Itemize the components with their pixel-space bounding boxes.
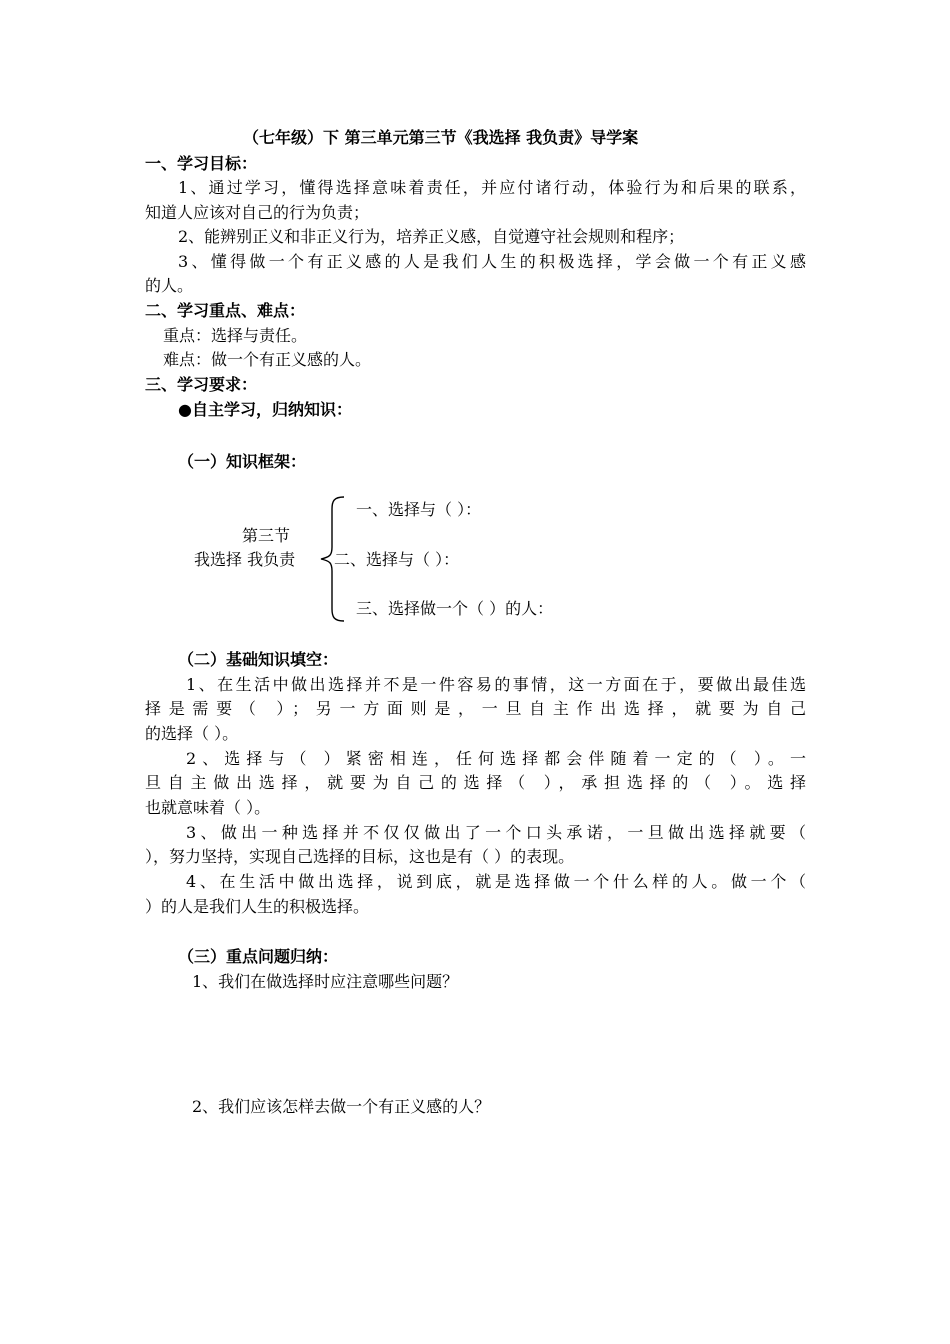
- objective-line-4: 3、懂得做一个有正义感的人是我们人生的积极选择，学会做一个有正义感: [178, 252, 806, 271]
- difficult-point-text: 难点：做一个有正义感的人。: [163, 350, 372, 369]
- objective-line-1: 1、通过学习，懂得选择意味着责任，并应付诸行动，体验行为和后果的联系，: [178, 178, 806, 197]
- document-title: （七年级）下 第三单元第三节《我选择 我负责》导学案: [243, 128, 639, 147]
- objective-line-5: 的人。: [145, 276, 194, 295]
- fill-line-9: 4、在生活中做出选择，说到底，就是选择做一个什么样的人。做一个（: [186, 872, 806, 891]
- fill-line-7: 3、做出一种选择并不仅仅做出了一个口头承诺，一旦做出选择就要（: [186, 823, 806, 842]
- fill-line-10: ）的人是我们人生的积极选择。: [145, 897, 370, 916]
- framework-topic-label: 我选择 我负责: [194, 550, 296, 569]
- section-requirements-heading: 三、学习要求：: [145, 375, 258, 394]
- objective-line-3: 2、能辨别正义和非正义行为，培养正义感，自觉遵守社会规则和程序；: [178, 227, 685, 246]
- question-2: 2、我们应该怎样去做一个有正义感的人？: [192, 1097, 491, 1116]
- framework-item-3: 三、选择做一个（ ）的人：: [356, 599, 554, 618]
- framework-item-2: 二、选择与（ ）：: [334, 550, 460, 569]
- fill-blank-heading: （二）基础知识填空：: [178, 650, 339, 669]
- fill-line-1: 1、在生活中做出选择并不是一件容易的事情，这一方面在于，要做出最佳选: [186, 675, 806, 694]
- fill-line-8: ），努力坚持，实现自己选择的目标，这也是有（ ）的表现。: [145, 847, 575, 866]
- section-objectives-heading: 一、学习目标：: [145, 154, 258, 173]
- fill-line-4: 2、选择与（ ）紧密相连，任何选择都会伴随着一定的（ ）。一: [186, 749, 806, 768]
- key-questions-heading: （三）重点问题归纳：: [178, 947, 339, 966]
- fill-line-2: 择是需要（ ）；另一方面则是，一旦自主作出选择，就要为自己: [145, 699, 806, 718]
- framework-item-1: 一、选择与（ ）：: [356, 500, 482, 519]
- framework-section-label: 第三节: [242, 526, 291, 545]
- section-keypoints-heading: 二、学习重点、难点：: [145, 301, 306, 320]
- fill-line-6: 也就意味着（ ）。: [145, 798, 271, 817]
- objective-line-2: 知道人应该对自己的行为负责；: [145, 203, 370, 222]
- key-point-text: 重点：选择与责任。: [163, 326, 308, 345]
- framework-heading: （一）知识框架：: [178, 452, 307, 471]
- fill-line-3: 的选择（ ）。: [145, 724, 239, 743]
- fill-line-5: 旦自主做出选择，就要为自己的选择（ ），承担选择的（ ）。选择: [145, 773, 806, 792]
- self-study-bullet: ●自主学习，归纳知识：: [178, 400, 352, 419]
- question-1: 1、我们在做选择时应注意哪些问题？: [192, 972, 459, 991]
